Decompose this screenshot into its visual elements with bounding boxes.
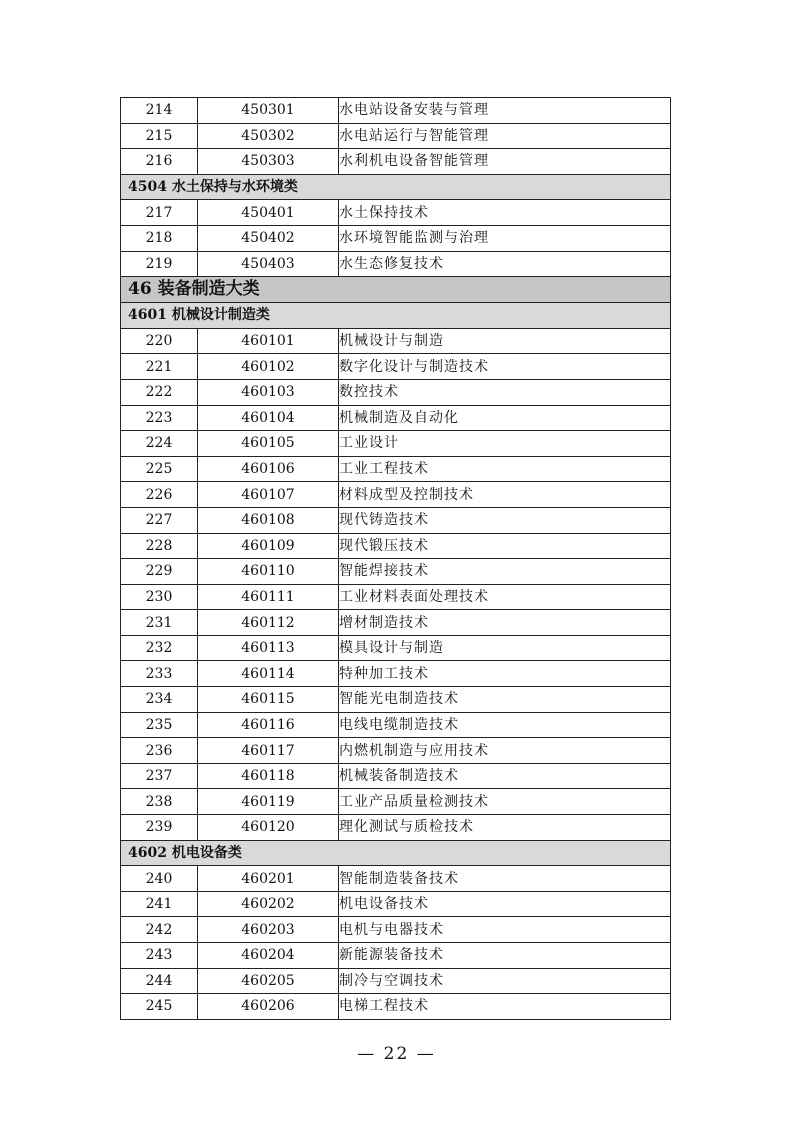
category-row — [121, 174, 671, 200]
code-cell: 460119 — [198, 789, 339, 815]
code-cell: 460206 — [198, 994, 339, 1020]
major-name-cell: 特种加工技术 — [339, 661, 671, 687]
code-cell: 460114 — [198, 661, 339, 687]
sequence-cell: 224 — [121, 431, 198, 457]
major-name-cell: 工业产品质量检测技术 — [339, 789, 671, 815]
code-cell: 460120 — [198, 815, 339, 841]
code-cell: 460110 — [198, 559, 339, 585]
sequence-cell: 228 — [121, 533, 198, 559]
code-cell: 460112 — [198, 610, 339, 636]
sequence-cell: 237 — [121, 763, 198, 789]
code-cell: 460105 — [198, 431, 339, 457]
sequence-cell: 232 — [121, 635, 198, 661]
sequence-cell: 222 — [121, 379, 198, 405]
code-cell: 460116 — [198, 712, 339, 738]
major-name-cell: 水土保持技术 — [339, 200, 671, 226]
table-row — [121, 943, 671, 969]
table-row — [121, 482, 671, 508]
code-cell: 450401 — [198, 200, 339, 226]
code-cell: 460107 — [198, 482, 339, 508]
major-name-cell: 现代锻压技术 — [339, 533, 671, 559]
table-row — [121, 200, 671, 226]
code-cell: 450402 — [198, 225, 339, 251]
table-row — [121, 687, 671, 713]
sequence-cell: 236 — [121, 738, 198, 764]
sequence-cell: 235 — [121, 712, 198, 738]
major-name-cell: 新能源装备技术 — [339, 943, 671, 969]
sequence-cell: 238 — [121, 789, 198, 815]
code-cell: 460115 — [198, 687, 339, 713]
sequence-cell: 226 — [121, 482, 198, 508]
table-row — [121, 533, 671, 559]
table-row — [121, 584, 671, 610]
category-row — [121, 840, 671, 866]
table-row — [121, 149, 671, 175]
table-row — [121, 994, 671, 1020]
table-row — [121, 251, 671, 277]
major-name-cell: 工业工程技术 — [339, 456, 671, 482]
code-cell: 460101 — [198, 328, 339, 354]
table-row — [121, 891, 671, 917]
table-row — [121, 328, 671, 354]
major-name-cell: 机械设计与制造 — [339, 328, 671, 354]
code-cell: 460203 — [198, 917, 339, 943]
page-number: — 22 — — [357, 1044, 436, 1064]
sequence-cell: 242 — [121, 917, 198, 943]
sequence-cell: 233 — [121, 661, 198, 687]
sequence-cell: 214 — [121, 98, 198, 124]
major-name-cell: 工业材料表面处理技术 — [339, 584, 671, 610]
major-name-cell: 水电站运行与智能管理 — [339, 123, 671, 149]
table-body — [121, 98, 671, 1020]
sequence-cell: 215 — [121, 123, 198, 149]
major-name-cell: 水环境智能监测与治理 — [339, 225, 671, 251]
table-row — [121, 456, 671, 482]
sequence-cell: 220 — [121, 328, 198, 354]
code-cell: 460202 — [198, 891, 339, 917]
code-cell: 460205 — [198, 968, 339, 994]
code-cell: 460201 — [198, 866, 339, 892]
major-name-cell: 机电设备技术 — [339, 891, 671, 917]
major-name-cell: 数控技术 — [339, 379, 671, 405]
major-name-cell: 水利机电设备智能管理 — [339, 149, 671, 175]
major-name-cell: 数字化设计与制造技术 — [339, 354, 671, 380]
sequence-cell: 239 — [121, 815, 198, 841]
table-row — [121, 917, 671, 943]
code-cell: 460118 — [198, 763, 339, 789]
sequence-cell: 240 — [121, 866, 198, 892]
sequence-cell: 234 — [121, 687, 198, 713]
code-cell: 450301 — [198, 98, 339, 124]
major-name-cell: 工业设计 — [339, 431, 671, 457]
code-cell: 460117 — [198, 738, 339, 764]
table-row — [121, 635, 671, 661]
major-name-cell: 电线电缆制造技术 — [339, 712, 671, 738]
table-row — [121, 225, 671, 251]
table-row — [121, 815, 671, 841]
major-category-row — [121, 277, 671, 303]
major-name-cell: 模具设计与制造 — [339, 635, 671, 661]
major-name-cell: 内燃机制造与应用技术 — [339, 738, 671, 764]
sequence-cell: 223 — [121, 405, 198, 431]
sequence-cell: 244 — [121, 968, 198, 994]
table-row — [121, 738, 671, 764]
code-cell: 460108 — [198, 507, 339, 533]
code-cell: 450303 — [198, 149, 339, 175]
major-name-cell: 电机与电器技术 — [339, 917, 671, 943]
table-row — [121, 559, 671, 585]
sequence-cell: 245 — [121, 994, 198, 1020]
major-name-cell: 水生态修复技术 — [339, 251, 671, 277]
major-name-cell: 机械装备制造技术 — [339, 763, 671, 789]
sequence-cell: 229 — [121, 559, 198, 585]
table-row — [121, 789, 671, 815]
category-label: 4504 水土保持与水环境类 — [121, 174, 671, 200]
table-row — [121, 661, 671, 687]
sequence-cell: 241 — [121, 891, 198, 917]
major-name-cell: 机械制造及自动化 — [339, 405, 671, 431]
table-row — [121, 431, 671, 457]
table-row — [121, 123, 671, 149]
code-cell: 460103 — [198, 379, 339, 405]
sequence-cell: 217 — [121, 200, 198, 226]
code-cell: 450302 — [198, 123, 339, 149]
table-row — [121, 379, 671, 405]
sequence-cell: 230 — [121, 584, 198, 610]
code-cell: 460111 — [198, 584, 339, 610]
table-row — [121, 866, 671, 892]
code-cell: 450403 — [198, 251, 339, 277]
sequence-cell: 227 — [121, 507, 198, 533]
table-row — [121, 507, 671, 533]
category-label: 4601 机械设计制造类 — [121, 303, 671, 329]
code-cell: 460106 — [198, 456, 339, 482]
category-label: 4602 机电设备类 — [121, 840, 671, 866]
sequence-cell: 243 — [121, 943, 198, 969]
major-name-cell: 制冷与空调技术 — [339, 968, 671, 994]
table-row — [121, 98, 671, 124]
major-name-cell: 增材制造技术 — [339, 610, 671, 636]
major-name-cell: 材料成型及控制技术 — [339, 482, 671, 508]
sequence-cell: 216 — [121, 149, 198, 175]
major-name-cell: 智能制造装备技术 — [339, 866, 671, 892]
sequence-cell: 219 — [121, 251, 198, 277]
code-cell: 460109 — [198, 533, 339, 559]
sequence-cell: 231 — [121, 610, 198, 636]
sequence-cell: 218 — [121, 225, 198, 251]
code-cell: 460113 — [198, 635, 339, 661]
table-row — [121, 405, 671, 431]
code-cell: 460102 — [198, 354, 339, 380]
major-name-cell: 智能焊接技术 — [339, 559, 671, 585]
major-name-cell: 智能光电制造技术 — [339, 687, 671, 713]
major-catalog-table — [120, 97, 671, 1020]
sequence-cell: 225 — [121, 456, 198, 482]
code-cell: 460204 — [198, 943, 339, 969]
sequence-cell: 221 — [121, 354, 198, 380]
table-row — [121, 354, 671, 380]
major-category-label: 46 装备制造大类 — [121, 277, 671, 303]
major-name-cell: 电梯工程技术 — [339, 994, 671, 1020]
major-name-cell: 现代铸造技术 — [339, 507, 671, 533]
major-name-cell: 理化测试与质检技术 — [339, 815, 671, 841]
table-row — [121, 763, 671, 789]
table-row — [121, 968, 671, 994]
table-row — [121, 610, 671, 636]
table-row — [121, 712, 671, 738]
code-cell: 460104 — [198, 405, 339, 431]
major-name-cell: 水电站设备安装与管理 — [339, 98, 671, 124]
category-row — [121, 303, 671, 329]
